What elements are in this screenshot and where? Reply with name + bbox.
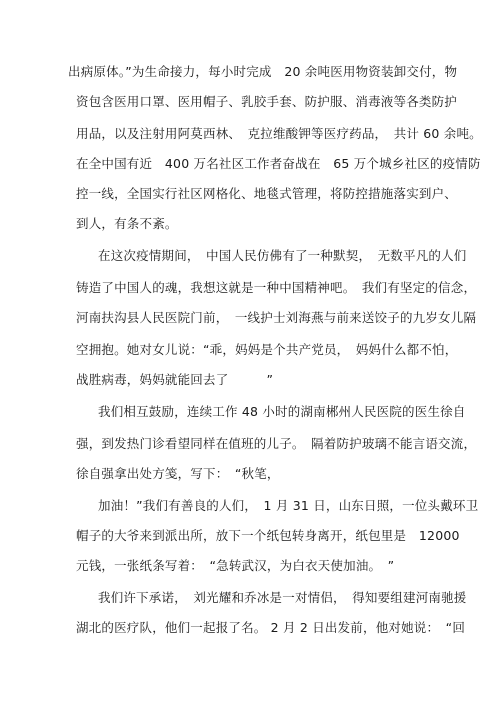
- text-line: 我们许下承诺， 刘光耀和乔冰是一对情侣， 得知要组建河南驰援: [98, 590, 467, 605]
- text-line: 帽子的大爷来到派出所，放下一个纸包转身离开，纸包里是 12000: [76, 528, 460, 543]
- text-line: 元钱，一张纸条写着： “急转武汉，为白衣天使加油。 ”: [76, 558, 395, 573]
- text-line: 加油！”我们有善良的人们， 1 月 31 日，山东日照，一位头戴环卫: [98, 498, 479, 513]
- text-line: 资包含医用口罩、医用帽子、乳胶手套、防护服、消毒液等各类防护: [76, 94, 458, 109]
- text-line: 控一线，全国实行社区网格化、地毯式管理，将防控措施落实到户、: [76, 186, 458, 201]
- text-line: 战胜病毒，妈妈就能回去了 ”: [76, 372, 274, 387]
- text-line: 空拥抱。她对女儿说：“乖，妈妈是个共产党员， 妈妈什么都不怕，: [76, 342, 458, 357]
- text-line: 强，到发热门诊看望同样在值班的儿子。 隔着防护玻璃不能言语交流，: [76, 436, 477, 451]
- text-line: 徐自强拿出处方笺，写下： “秋笔，: [76, 466, 280, 481]
- text-line: 到人，有条不紊。: [76, 216, 178, 231]
- text-line: 在全中国有近 400 万名社区工作者奋战在 65 万个城乡社区的疫情防: [76, 156, 481, 171]
- text-line: 河南扶沟县人民医院门前， 一线护士刘海燕与前来送饺子的九岁女儿隔: [76, 310, 477, 325]
- text-line: 我们相互鼓励，连续工作 48 小时的湖南郴州人民医院的医生徐自: [98, 404, 466, 419]
- text-line: 铸造了中国人的魂，我想这就是一种中国精神吧。 我们有坚定的信念，: [76, 280, 477, 295]
- text-line: 用品，以及注射用阿莫西林、 克拉维酸钾等医疗药品， 共计 60 余吨。: [76, 126, 482, 141]
- text-line: 湖北的医疗队，他们一起报了名。 2 月 2 日出发前，他对她说： “回: [76, 620, 466, 635]
- text-line: 在这次疫情期间， 中国人民仿佛有了一种默契， 无数平凡的人们: [98, 248, 467, 263]
- text-line: 出病原体。”为生命接力，每小时完成 20 余吨医用物资装卸交付，物: [68, 64, 458, 79]
